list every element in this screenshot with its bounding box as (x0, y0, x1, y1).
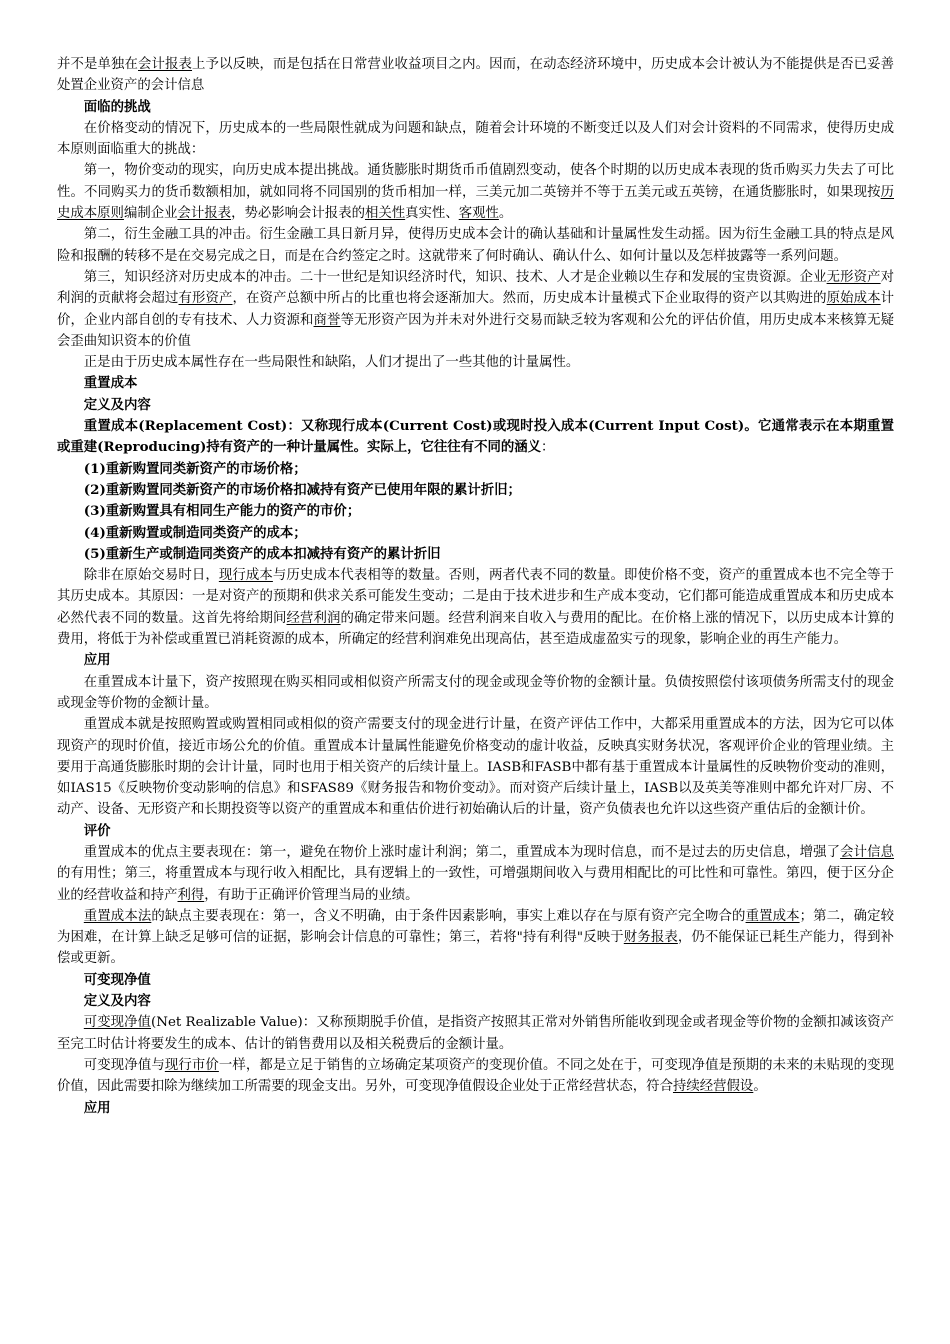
text: 除非在原始交易时日， (83, 568, 219, 584)
paragraph-advantages (57, 842, 894, 906)
text: ，势必影响会计报表的 (231, 206, 365, 222)
paragraph-conclusion: 正是由于历史成本属性存在一些局限性和缺陷，人们才提出了一些其他的计量属性。 (83, 355, 580, 371)
heading-net-realizable-value: 可变现净值 (83, 971, 151, 988)
text: 可变现净值与 (83, 1057, 165, 1073)
heading-application: 应用 (83, 1099, 111, 1116)
list-item: (4)重新购置或制造同类资产的成本； (83, 524, 307, 541)
text: 真实性、 (405, 206, 459, 222)
text: 的缺点主要表现在：第一，含义不明确，由于条件因素影响，事实上难以存在与原有资产完全吻合的 (151, 908, 746, 924)
link-net-realizable-value[interactable]: 可变现净值 (83, 1015, 151, 1031)
list-item: (5)重新生产或制造同类资产的成本扣减持有资产的累计折旧 (83, 545, 441, 562)
link-original-cost[interactable]: 原始成本 (826, 291, 881, 307)
list-item: (2)重新购置同类新资产的市场价格扣减持有资产已使用年限的累计折旧； (83, 481, 521, 498)
link-goodwill[interactable]: 商誉 (313, 312, 341, 328)
link-current-market-price[interactable]: 现行市价 (164, 1057, 219, 1073)
list-item: (3)重新购置具有相同生产能力的资产的市价； (83, 503, 361, 520)
link-objectivity[interactable]: 客观性 (458, 206, 499, 222)
heading-application: 应用 (83, 652, 111, 669)
text: 对利润的贡献将会超过 (57, 269, 895, 307)
text: 等无形资产因为并未对外进行交易而缺乏较为客观和公允的评估价值，用历史成本来核算无疑会歪曲知识资本的价值 (57, 312, 895, 349)
text: 第三，知识经济对历史成本的冲击。二十一世纪是知识经济时代，知识、技术、人才是企业赖以生存和发展的宝贵资源。企业 (83, 269, 827, 285)
paragraph-challenge-1 (57, 160, 894, 224)
paragraph-application-2: 重置成本就是按照购置或购置相同或相似的资产需要支付的现金进行计量，在资产评估工作中，大都采用重置成本的方法，因为它可以体现资产的现时价值，接近市场公允的价值。重置成本计量属性能避免价格变动的虚计收益，反映真实财务状况，客观评价企业的管理业绩。主要用于高通货膨胀时期的会计计量，同时也用于相关资产的后续计量上。IASB和FASB中都有基于重置成本计量属性的反映物价变动的准则，如IAS15《反映物价变动影响的信息》和SFAS89《财务报告和物价变动》。而对资产后续计量上，IASB以及英美等准则中都允许对厂房、不动产、设备、无形资产和长期投资等以资产的重置成本和重估价进行初始确认后的计量，资产负债表也允许以这些资产重估后的金额计价。 (57, 717, 894, 818)
link-accounting-statements[interactable]: 会计报表 (177, 206, 232, 222)
heading-definition: 定义及内容 (83, 993, 151, 1010)
heading-challenges: 面临的挑战 (83, 98, 151, 115)
link-current-cost[interactable]: 现行成本 (218, 568, 273, 584)
text: 的确定带来问题。经营利润来自收入与费用的配比。在价格上涨的情况下，以历史成本计算的费用，将低于为补偿或重置已消耗资源的成本，所确定的经营利润难免出现高估，甚至造成虚盈实亏的现象，影响企业的再生产能力。 (57, 610, 895, 648)
text: 重置成本的优点主要表现在：第一，避免在物价上涨时虚计利润；第二，重置成本为现时信息，而不是过去的历史信息，增强了 (83, 844, 841, 860)
link-historical-cost-principle[interactable]: 历史成本原则 (57, 184, 894, 222)
text: 。 (753, 1079, 767, 1095)
link-accounting-information[interactable]: 会计信息 (840, 844, 895, 860)
paragraph-challenges-intro: 在价格变动的情况下，历史成本的一些局限性就成为问题和缺点，随着会计环境的不断变迁以及人们对会计资料的不同需求，使得历史成本原则面临重大的挑战： (57, 120, 894, 158)
link-relevance[interactable]: 相关性 (364, 206, 406, 222)
paragraph-current-cost (57, 565, 894, 650)
text: ，在资产总额中所占的比重也将会逐渐加大。然而，历史成本计量模式下企业取得的资产以其购进的 (232, 291, 827, 307)
paragraph-nrv-comparison (57, 1055, 894, 1098)
text: 第一，物价变动的现实，向历史成本提出挑战。通货膨胀时期货币币值剧烈变动，使各个时期的以历史成本表现的货币购买力失去了可比性。不同购买力的货币数额相加，就如同将不同国别的货币相加一样，三美元加二英镑并不等于五美元或五英镑，在通货膨胀时，如果现按 (57, 163, 894, 200)
link-tangible-assets[interactable]: 有形资产 (178, 291, 233, 307)
text: ，仍不能保证已耗生产能力，得到补偿或更新。 (57, 930, 895, 967)
text: 。 (498, 206, 513, 222)
text: 计价，企业内部自创的专有技术、人力资源和 (57, 291, 895, 328)
heading-definition: 定义及内容 (83, 396, 151, 413)
paragraph-challenge-2: 第二，衍生金融工具的冲击。衍生金融工具日新月异，使得历史成本会计的确认基础和计量属性发生动摇。因为衍生金融工具的特点是风险和报酬的转移不是在交易完成之日，而是在合约签定之时。这就带来了何时确认、确认什么、如何计量以及怎样披露等一系列问题。 (57, 227, 894, 264)
link-accounting-statements[interactable]: 会计报表 (138, 57, 193, 72)
text: ： (541, 440, 555, 456)
text: 的有用性；第三，将重置成本与现行收入相配比，具有逻辑上的一致性，可增强期间收入与费用相配比的可比性和可靠性。第四，便于区分企业的经营收益和持产 (57, 866, 894, 903)
paragraph-continuation (57, 54, 894, 97)
link-gains[interactable]: 利得 (177, 887, 205, 903)
link-intangible-assets[interactable]: 无形资产 (826, 269, 881, 285)
text: 重置成本(Replacement Cost)：又称现行成本(Current Cost)或现时投入成本(Current Input Cost)。它通常表示在本期重置或重建(Reproducing)持有资产的一种计量属性。实际上，它往往有不同的涵义 (57, 418, 894, 456)
list-item: (1)重新购置同类新资产的市场价格； (83, 460, 307, 477)
text: 上予以反映，而是包括在日常营业收益项目之内。因而，在动态经济环境中，历史成本会计被认为不能提供是否已妥善处置企业资产的会计信息 (57, 57, 895, 94)
text: 一样，都是立足于销售的立场确定某项资产的变现价值。不同之处在于，可变现净值是预期的未来的未贴现的变现价值，因此需要扣除为继续加工所需要的现金支出。另外，可变现净值假设企业处于正常经营状态，符合 (57, 1057, 895, 1095)
text: 并不是单独在 (57, 57, 139, 72)
text: ，有助于正确评价管理当局的业绩。 (204, 887, 419, 903)
link-operating-profit[interactable]: 经营利润 (286, 610, 341, 626)
heading-replacement-cost: 重置成本 (83, 375, 138, 392)
link-financial-statements[interactable]: 财务报表 (623, 930, 678, 946)
link-going-concern-assumption[interactable]: 持续经营假设 (672, 1079, 754, 1095)
paragraph-application-1: 在重置成本计量下，资产按照现在购买相同或相似资产所需支付的现金或现金等价物的金额计量。负债按照偿付该项债务所需支付的现金或现金等价物的金额计量。 (57, 674, 894, 711)
text: (Net Realizable Value)：又称预期脱手价值，是指资产按照其正常对外销售所能收到现金或者现金等价物的金额扣减该资产至完工时估计将要发生的成本、估计的销售费用以及相关税费后的金额计量。 (57, 1015, 895, 1052)
text: ；第二，确定较为困难，在计算上缺乏足够可信的证据，影响会计信息的可靠性；第三，若将"持有利得"反映于 (57, 908, 895, 946)
text: 与历史成本代表相等的数量。否则，两者代表不同的数量。即使价格不变，资产的重置成本也不完全等于其历史成本。其原因：一是对资产的预期和供求关系可能发生变动；二是由于技术进步和生产成本变动，它们都可能造成重置成本和历史成本必然代表不同的数量。这首先将给期间 (57, 568, 895, 626)
paragraph-challenge-3 (57, 267, 894, 352)
link-replacement-cost-method[interactable]: 重置成本法 (83, 908, 152, 924)
paragraph-nrv-definition (57, 1012, 894, 1055)
text: 编制企业 (123, 206, 178, 222)
heading-evaluation: 评价 (83, 822, 111, 839)
paragraph-disadvantages (57, 906, 894, 970)
paragraph-replacement-cost-definition (57, 416, 894, 459)
link-replacement-cost[interactable]: 重置成本 (745, 908, 800, 924)
